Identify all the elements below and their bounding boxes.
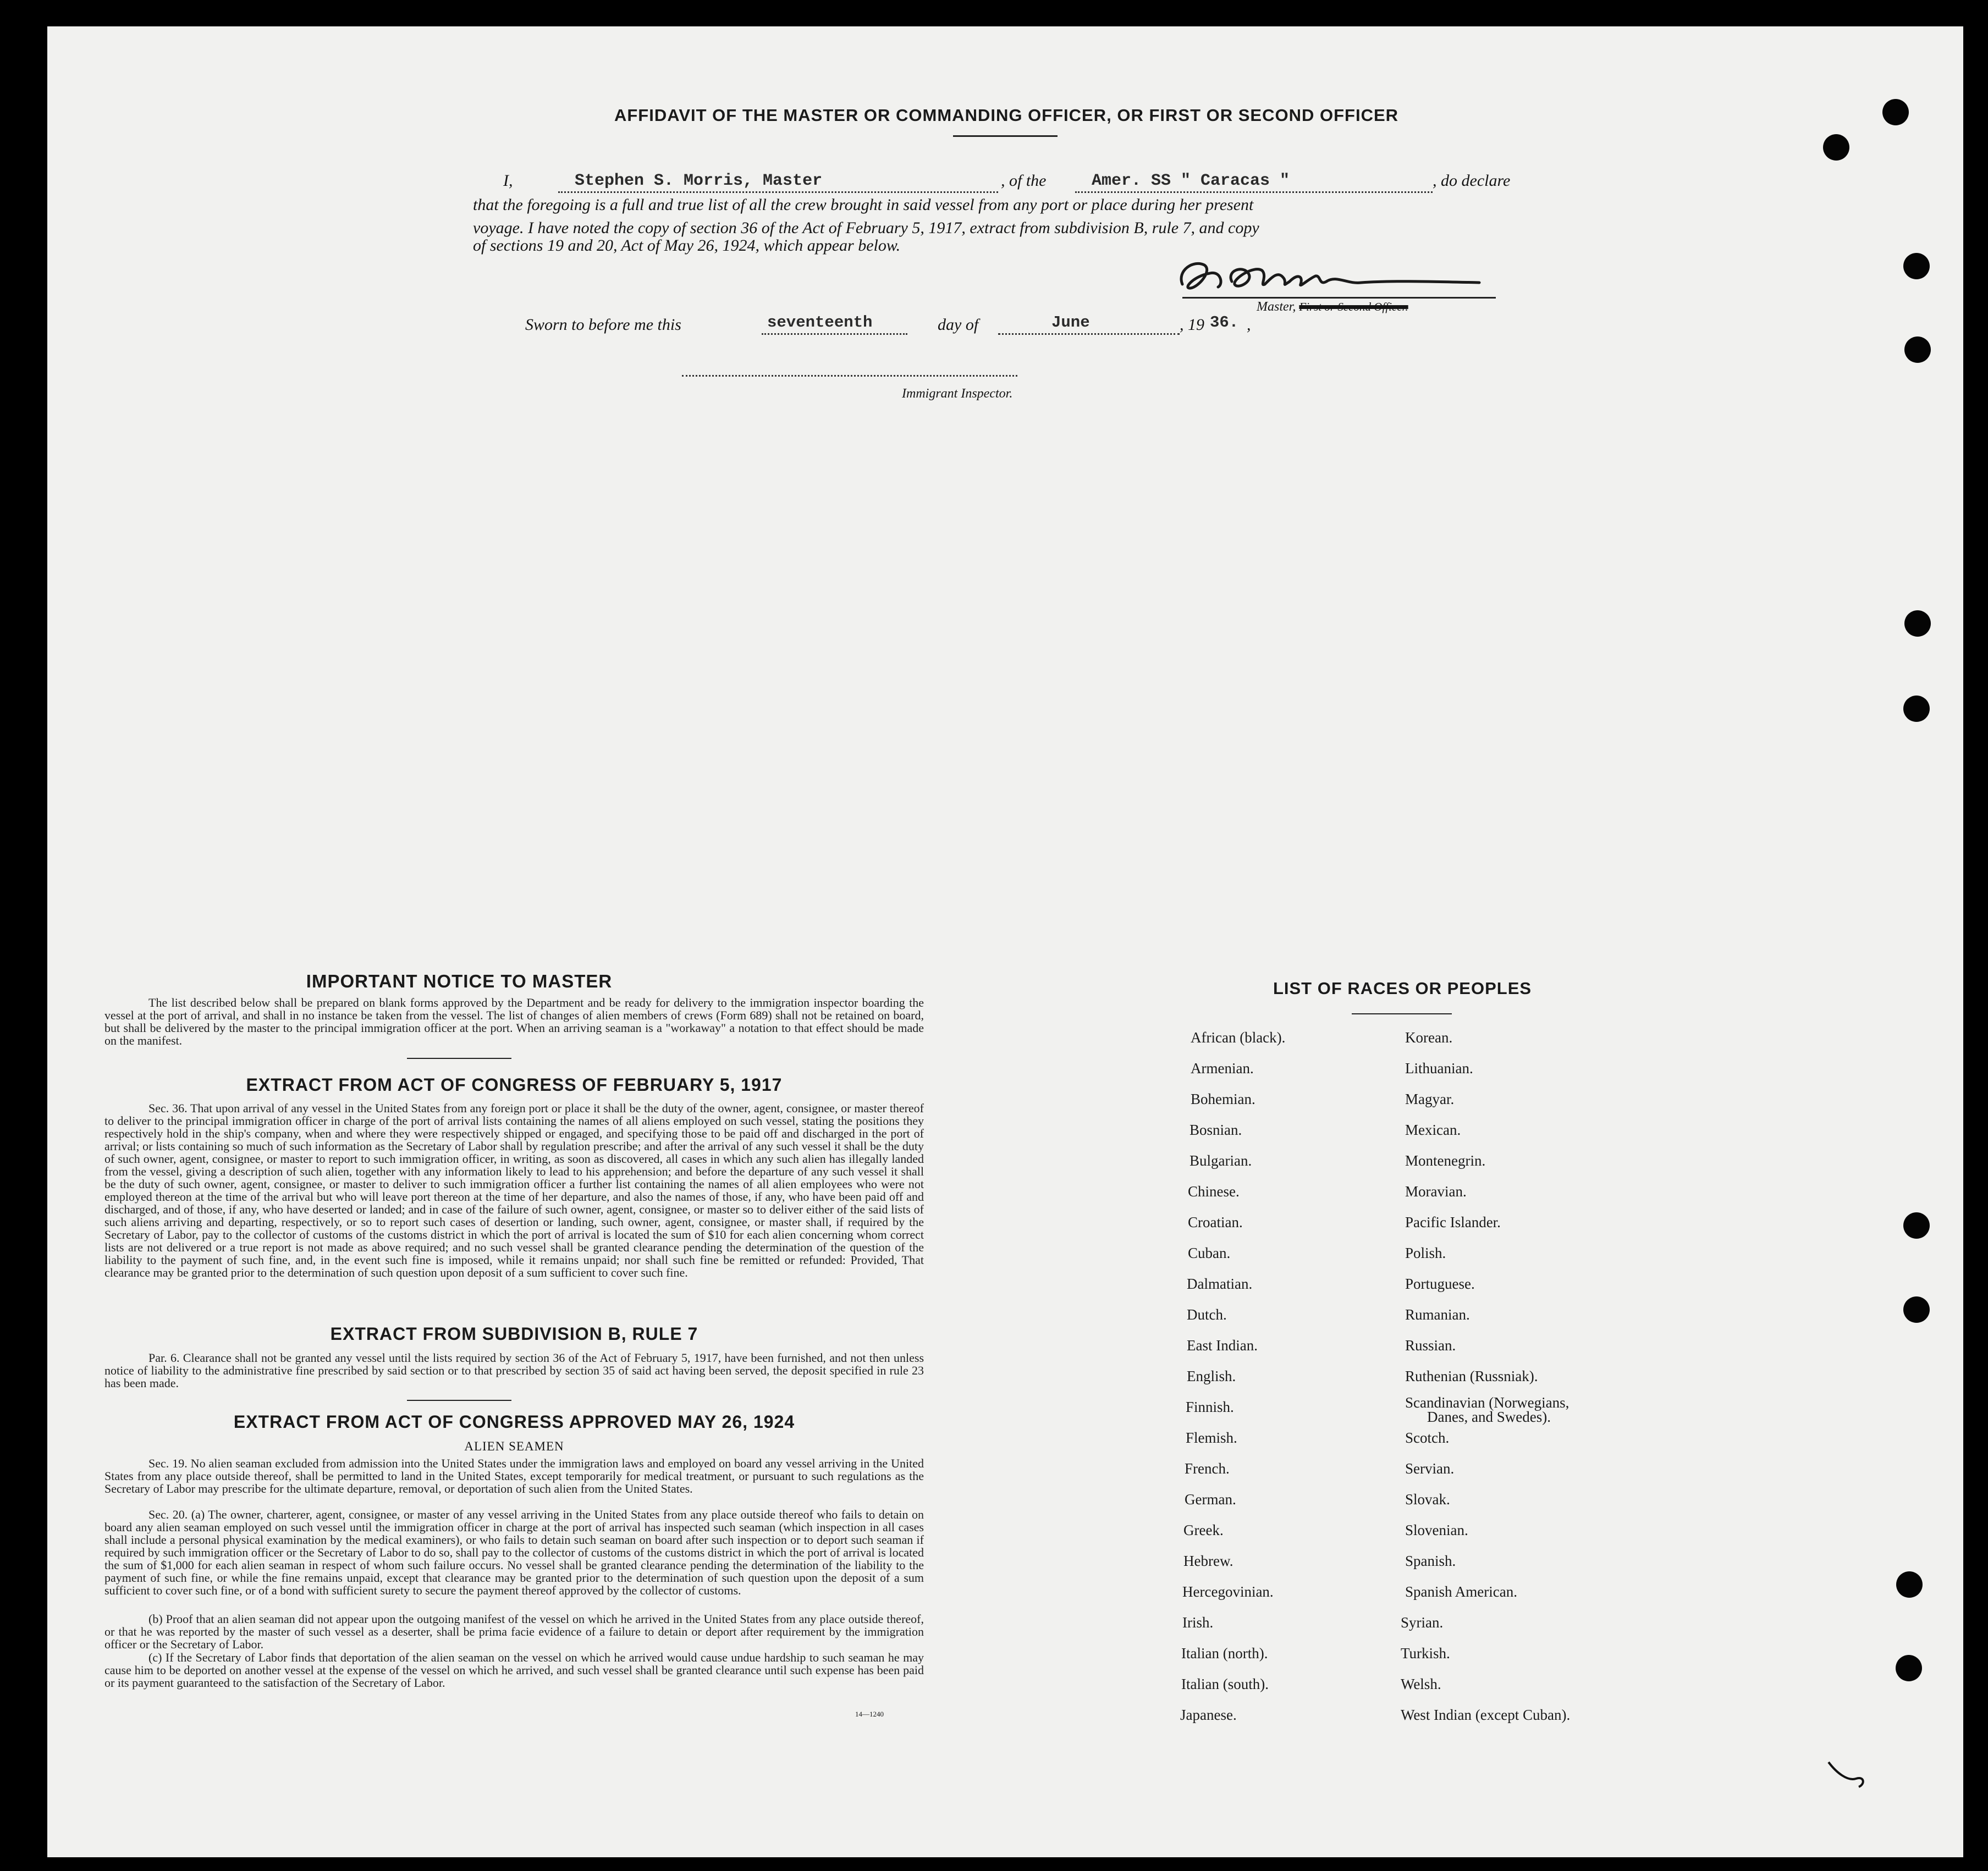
race-item: Greek. (1183, 1522, 1224, 1538)
sworn-line (525, 313, 1295, 338)
race-item: East Indian. (1187, 1337, 1258, 1354)
race-item: Slovak. (1405, 1491, 1450, 1508)
punch-hole (1823, 134, 1849, 161)
extract-1917-title: EXTRACT FROM ACT OF CONGRESS OF FEBRUARY 5, 1917 (246, 1075, 783, 1095)
affidavit-line-3: voyage. I have noted the copy of section 36 of the Act of February 5, 1917, extract from subdivision B, rule 7, and copy (473, 219, 1259, 237)
notice-rule (407, 1058, 511, 1059)
affidavit-line-1 (503, 172, 1543, 194)
races-rule (1352, 1013, 1452, 1014)
race-item: Danes, and Swedes). (1427, 1409, 1551, 1425)
punch-hole (1882, 99, 1909, 125)
sec20b-body: (b) Proof that an alien seaman did not appear upon the outgoing manifest of the vessel on which he arrived in the United States from any place outside thereof, or that he was reported by the master of such vessel as a deserter, shall be prima facie evidence of a failure to detain or deport after requirement by the immigration officer or the Secretary of Labor. (104, 1612, 924, 1651)
race-item: Italian (north). (1181, 1645, 1268, 1662)
race-item: Lithuanian. (1405, 1060, 1473, 1077)
affidavit-title: AFFIDAVIT OF THE MASTER OR COMMANDING OFFICER, OR FIRST OR SECOND OFFICER (614, 106, 1399, 125)
race-item: Scandinavian (Norwegians, (1405, 1394, 1570, 1411)
race-item: Bosnian. (1190, 1122, 1242, 1138)
sec20c-body: (c) If the Secretary of Labor finds that deportation of the alien seaman on the vessel on which he arrived would cause undue hardship to such seaman he may cause him to be deported on another vessel at the expense of the vessel on which he arrived, and such vessel shall be granted clearance until such expense has been paid or its payment guaranteed to the satisfaction of the Secretary of Labor. (104, 1651, 924, 1690)
vessel-name-field: Amer. SS " Caracas " (1092, 172, 1290, 190)
race-item: Russian. (1405, 1337, 1456, 1354)
title-rule (953, 135, 1058, 137)
year-end: , (1247, 316, 1251, 334)
punch-hole (1896, 1571, 1923, 1598)
race-item: West Indian (except Cuban). (1401, 1707, 1571, 1723)
rule7-rule (407, 1400, 511, 1401)
extract-1924-title: EXTRACT FROM ACT OF CONGRESS APPROVED MAY 26, 1924 (233, 1412, 795, 1432)
punch-hole (1903, 1212, 1930, 1239)
race-item: Bohemian. (1191, 1091, 1255, 1107)
race-item: Servian. (1405, 1460, 1455, 1477)
race-item: Italian (south). (1181, 1676, 1269, 1692)
signature-title (1257, 300, 1408, 314)
sec20a-body: Sec. 20. (a) The owner, charterer, agent, consignee, or master of any vessel arriving in the United States from any place outside thereof who fails to detain on board any alien seaman employed on such vessel until the immigration officer in charge at the port of arrival has inspected such seaman (which inspection in all cases shall include a personal physical examination by the medical examiners), or who fails to detain such seaman on board after such inspection or to deport such seaman if required by such immigration officer or the Secretary of Labor to do so, shall pay to the collector of customs of the customs district in which the port of arrival is located the sum of $1,000 for each alien seaman in respect of whom such failure occurs. No vessel shall be granted clearance pending the determination of the liability to the payment of such fine, or while the fine remains unpaid, except that clearance may be granted prior to the determination of such question upon the deposit of a sum sufficient to cover such fine, or of a bond with sufficient surety to secure the payment thereof approved by the collector of customs. (104, 1508, 924, 1597)
notice-title: IMPORTANT NOTICE TO MASTER (306, 971, 613, 991)
race-item: Dutch. (1187, 1306, 1227, 1323)
race-item: Cuban. (1188, 1245, 1231, 1261)
race-item: French. (1185, 1460, 1230, 1477)
month-dotted-line (998, 333, 1180, 335)
race-item: Ruthenian (Russniak). (1405, 1368, 1538, 1384)
vessel-dotted-line (1075, 191, 1433, 193)
race-item: Montenegrin. (1405, 1152, 1486, 1169)
race-item: Magyar. (1405, 1091, 1455, 1107)
race-item: Spanish American. (1405, 1583, 1517, 1600)
race-item: Korean. (1405, 1029, 1453, 1046)
struck-officer-title: First or Second Officer. (1299, 300, 1408, 313)
alien-seamen-subtitle: ALIEN SEAMEN (464, 1439, 564, 1453)
race-item: Finnish. (1186, 1399, 1234, 1415)
extract-rule7-title: EXTRACT FROM SUBDIVISION B, RULE 7 (330, 1324, 698, 1344)
affidavit-i: I, (503, 172, 513, 190)
day-dotted-line (762, 333, 907, 335)
master-name-field: Stephen S. Morris, Master (575, 172, 823, 190)
race-item: Rumanian. (1405, 1306, 1470, 1323)
signature-line (1182, 297, 1496, 299)
race-item: Scotch. (1405, 1430, 1450, 1446)
sec19-body: Sec. 19. No alien seaman excluded from admission into the United States under the immigration laws and employed on board any vessel arriving in the United States from any place outside thereof, shall be permitted to land in the United States, except temporarily for medical treatment, or pursuant to such regulations as the Secretary of Labor may prescribe for the ultimate departure, removal, or deportation of such alien from the United States. (104, 1456, 924, 1495)
pen-mark (1826, 1759, 1875, 1792)
race-item: Spanish. (1405, 1553, 1456, 1569)
race-item: Dalmatian. (1187, 1276, 1253, 1292)
race-item: Turkish. (1401, 1645, 1450, 1662)
day-of-label: day of (938, 316, 979, 334)
races-title: LIST OF RACES OR PEOPLES (1273, 979, 1532, 998)
punch-hole (1903, 253, 1930, 279)
race-item: Moravian. (1405, 1183, 1467, 1200)
sworn-year-field: 36. (1210, 313, 1239, 332)
extract-1917-body: Sec. 36. That upon arrival of any vessel in the United States from any foreign port or place it shall be the duty of the owner, agent, consignee, or master thereof to deliver to the principal immigration officer in charge of the port of arrival lists containing the names of all aliens employed on such vessel, stating the positions they respectively hold in the ship's company, when and where they were respectively shipped or engaged, and specifying those to be paid off and discharged in the port of arrival; or lists containing so much of such information as the Secretary of Labor shall by regulation prescribe; and after the arrival of any such vessel it shall be the duty of such owner, agent, consignee, or master to report to such immigration officer, in writing, as soon as discovered, all cases in which any such alien has illegally landed from the vessel, giving a description of such alien, together with any information likely to lead to his apprehension; and before the departure of any such vessel it shall be the duty of such owner, agent, consignee, or master to deliver to such immigration officer a further list containing the names of all alien employees who were not employed thereon at the time of the arrival but who will leave port thereon at the time of her departure, and also the names of those, if any, who have been paid off and discharged, and of those, if any, who have deserted or landed; and in case of the failure of such owner, agent, consignee, or master so to deliver either of the said lists of such aliens arriving and departing, respectively, or so to report such cases of desertion or landing, such owner, agent, consignee, or master shall, if required by the Secretary of Labor, pay to the collector of customs of the customs district in which the port of arrival is located the sum of $10 for each alien concerning whom correct lists are not delivered or a true report is not made as above required; and no such vessel shall be granted clearance pending the determination of the question of the liability to the payment of such fine, and, in the event such fine is imposed, while it remains unpaid; nor shall such fine be remitted or refunded: Provided, That clearance may be granted prior to the determination of such question upon deposit of a sum sufficient to cover such fine. (104, 1101, 924, 1279)
sworn-prefix: Sworn to before me this (525, 316, 681, 334)
race-item: Syrian. (1401, 1614, 1444, 1631)
name-dotted-line (558, 191, 998, 193)
race-item: Flemish. (1186, 1430, 1237, 1446)
affidavit-line-2: that the foregoing is a full and true list of all the crew brought in said vessel from any port or place during her present (473, 196, 1254, 214)
race-item: Portuguese. (1405, 1276, 1475, 1292)
race-item: Pacific Islander. (1405, 1214, 1501, 1230)
punch-hole (1903, 1296, 1930, 1323)
sworn-day-field: seventeenth (767, 313, 873, 332)
race-item: Bulgarian. (1190, 1152, 1252, 1169)
race-item: Polish. (1405, 1245, 1446, 1261)
race-item: Croatian. (1188, 1214, 1243, 1230)
race-item: Armenian. (1191, 1060, 1254, 1077)
inspector-label: Immigrant Inspector. (902, 387, 1013, 401)
punch-hole (1903, 696, 1930, 722)
race-item: Mexican. (1405, 1122, 1461, 1138)
inspector-signature-line (682, 375, 1017, 377)
race-item: Hercegovinian. (1182, 1583, 1274, 1600)
race-item: German. (1185, 1491, 1236, 1508)
master-title: Master, (1257, 300, 1296, 314)
race-item: Japanese. (1180, 1707, 1237, 1723)
race-item: Chinese. (1188, 1183, 1240, 1200)
do-declare-label: , do declare (1433, 172, 1511, 190)
race-item: Welsh. (1401, 1676, 1441, 1692)
punch-hole (1896, 1655, 1922, 1681)
affidavit-line-4: of sections 19 and 20, Act of May 26, 1924, which appear below. (473, 236, 901, 255)
form-number: 14—1240 (855, 1710, 884, 1718)
race-item: African (black). (1191, 1029, 1286, 1046)
punch-hole (1904, 610, 1931, 637)
notice-body: The list described below shall be prepared on blank forms approved by the Department and be ready for delivery to the immigration inspector boarding the vessel at the port of arrival, and shall in no instance be taken from the vessel. The list of changes of alien members of crews (Form 689) shall not be retained on board, but shall be delivered by the master to the principal immigration officer at the port. When an arriving seaman is a "workaway" a notation to that effect should be made on the manifest. (104, 996, 924, 1047)
year-prefix: , 19 (1180, 316, 1204, 334)
sworn-month-field: June (1051, 313, 1090, 332)
race-item: English. (1187, 1368, 1236, 1384)
race-item: Slovenian. (1405, 1522, 1468, 1538)
handwritten-signature (1171, 254, 1501, 303)
race-item: Hebrew. (1183, 1553, 1233, 1569)
extract-rule7-body: Par. 6. Clearance shall not be granted any vessel until the lists required by section 36 of the Act of February 5, 1917, have been furnished, and not then unless notice of liability to the administrative fine prescribed by said section or to that prescribed by section 35 of said act having been served, the deposit specified in rule 23 has been made. (104, 1351, 924, 1390)
punch-hole (1904, 336, 1931, 363)
of-the-label: , of the (1001, 172, 1047, 190)
race-item: Irish. (1182, 1614, 1214, 1631)
